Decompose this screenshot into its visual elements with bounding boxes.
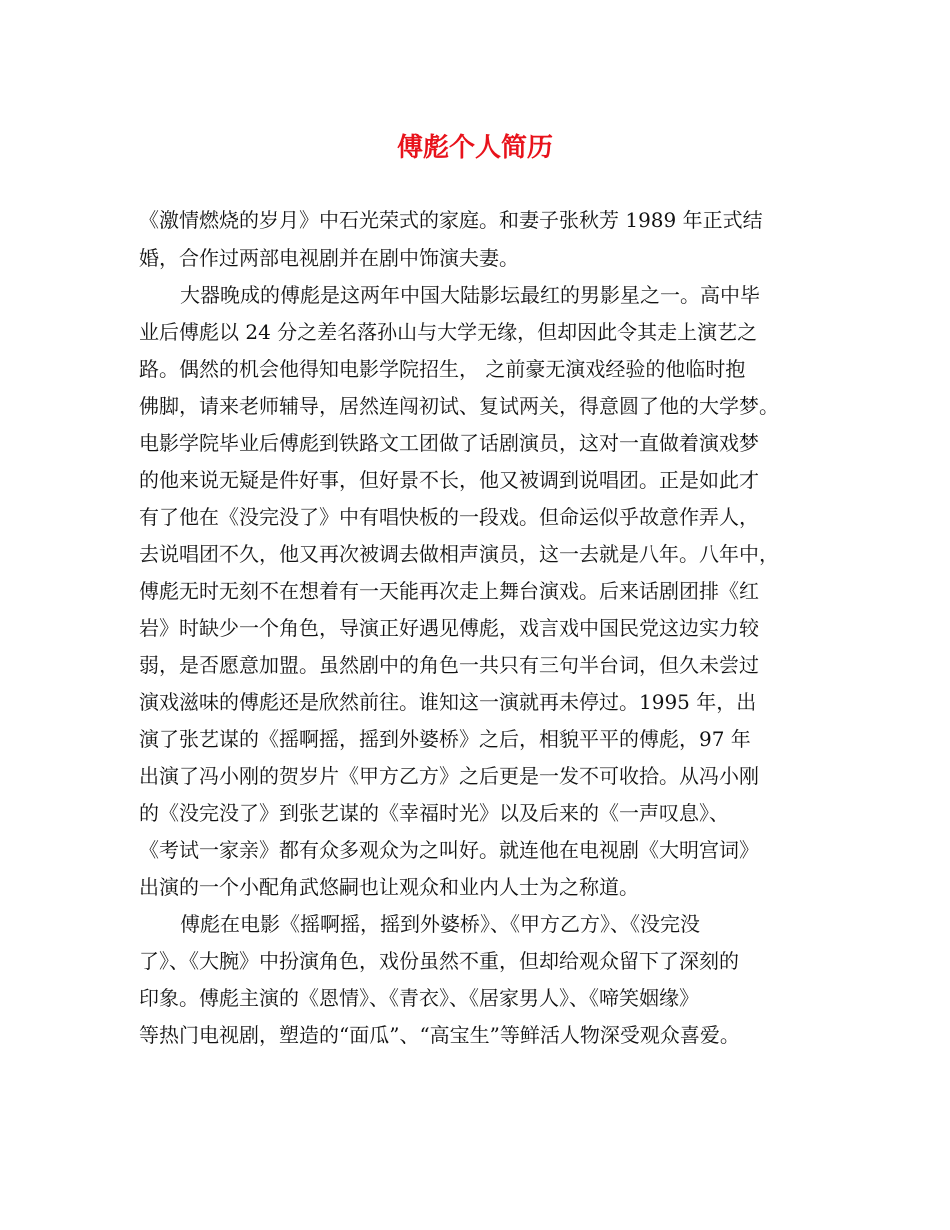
paragraph-line: 印象。傅彪主演的《恩情》、《青衣》、《居家男人》、《啼笑姻缘》 xyxy=(139,986,699,1010)
paragraph-line: 出演了冯小刚的贺岁片《甲方乙方》之后更是一发不可收拾。从冯小刚 xyxy=(139,764,759,788)
paragraph-line: 佛脚，请来老师辅导，居然连闯初试、复试两关，得意圆了他的大学梦。 xyxy=(139,394,779,418)
paragraph-line: 大器晚成的傅彪是这两年中国大陆影坛最红的男影星之一。高中毕 xyxy=(180,283,760,307)
paragraph-line: 傅彪无时无刻不在想着有一天能再次走上舞台演戏。后来话剧团排《红 xyxy=(139,579,759,603)
document-title: 傅彪个人简历 xyxy=(396,133,553,163)
paragraph-line: 《激情燃烧的岁月》中石光荣式的家庭。和妻子张秋芳 1989 年正式结 xyxy=(139,208,763,232)
paragraph-line: 有了他在《没完没了》中有唱快板的一段戏。但命运似乎故意作弄人， xyxy=(139,505,759,529)
paragraph-line: 傅彪在电影《摇啊摇，摇到外婆桥》、《甲方乙方》、《没完没 xyxy=(180,912,700,936)
paragraph-line: 演了张艺谋的《摇啊摇，摇到外婆桥》之后，相貌平平的傅彪，97 年 xyxy=(139,727,751,751)
paragraph-line: 去说唱团不久，他又再次被调去做相声演员，这一去就是八年。八年中， xyxy=(139,542,779,566)
paragraph-line: 出演的一个小配角武悠嗣也让观众和业内人士为之称道。 xyxy=(139,875,639,899)
paragraph-line: 电影学院毕业后傅彪到铁路文工团做了话剧演员，这对一直做着演戏梦 xyxy=(139,431,759,455)
paragraph-line: 的他来说无疑是件好事，但好景不长，他又被调到说唱团。正是如此才 xyxy=(139,468,759,492)
paragraph-line: 演戏滋味的傅彪还是欣然前往。谁知这一演就再未停过。1995 年，出 xyxy=(139,690,757,714)
paragraph-line: 的《没完没了》到张艺谋的《幸福时光》以及后来的《一声叹息》、 xyxy=(139,801,729,825)
paragraph-line: 弱，是否愿意加盟。虽然剧中的角色一共只有三句半台词，但久未尝过 xyxy=(139,653,759,677)
paragraph-line: 岩》时缺少一个角色，导演正好遇见傅彪，戏言戏中国民党这边实力较 xyxy=(139,616,759,640)
paragraph-line: 路。偶然的机会他得知电影学院招生， 之前豪无演戏经验的他临时抱 xyxy=(139,357,746,381)
paragraph-line: 了》、《大腕》中扮演角色，戏份虽然不重，但却给观众留下了深刻的 xyxy=(139,949,739,973)
paragraph-line: 《考试一家亲》都有众多观众为之叫好。就连他在电视剧《大明宫词》 xyxy=(139,838,759,862)
paragraph-line: 业后傅彪以 24 分之差名落孙山与大学无缘，但却因此令其走上演艺之 xyxy=(139,320,758,344)
paragraph-line: 婚，合作过两部电视剧并在剧中饰演夫妻。 xyxy=(139,246,519,270)
paragraph-line: 等热门电视剧，塑造的“面瓜”、“高宝生”等鲜活人物深受观众喜爱。 xyxy=(139,1023,740,1047)
